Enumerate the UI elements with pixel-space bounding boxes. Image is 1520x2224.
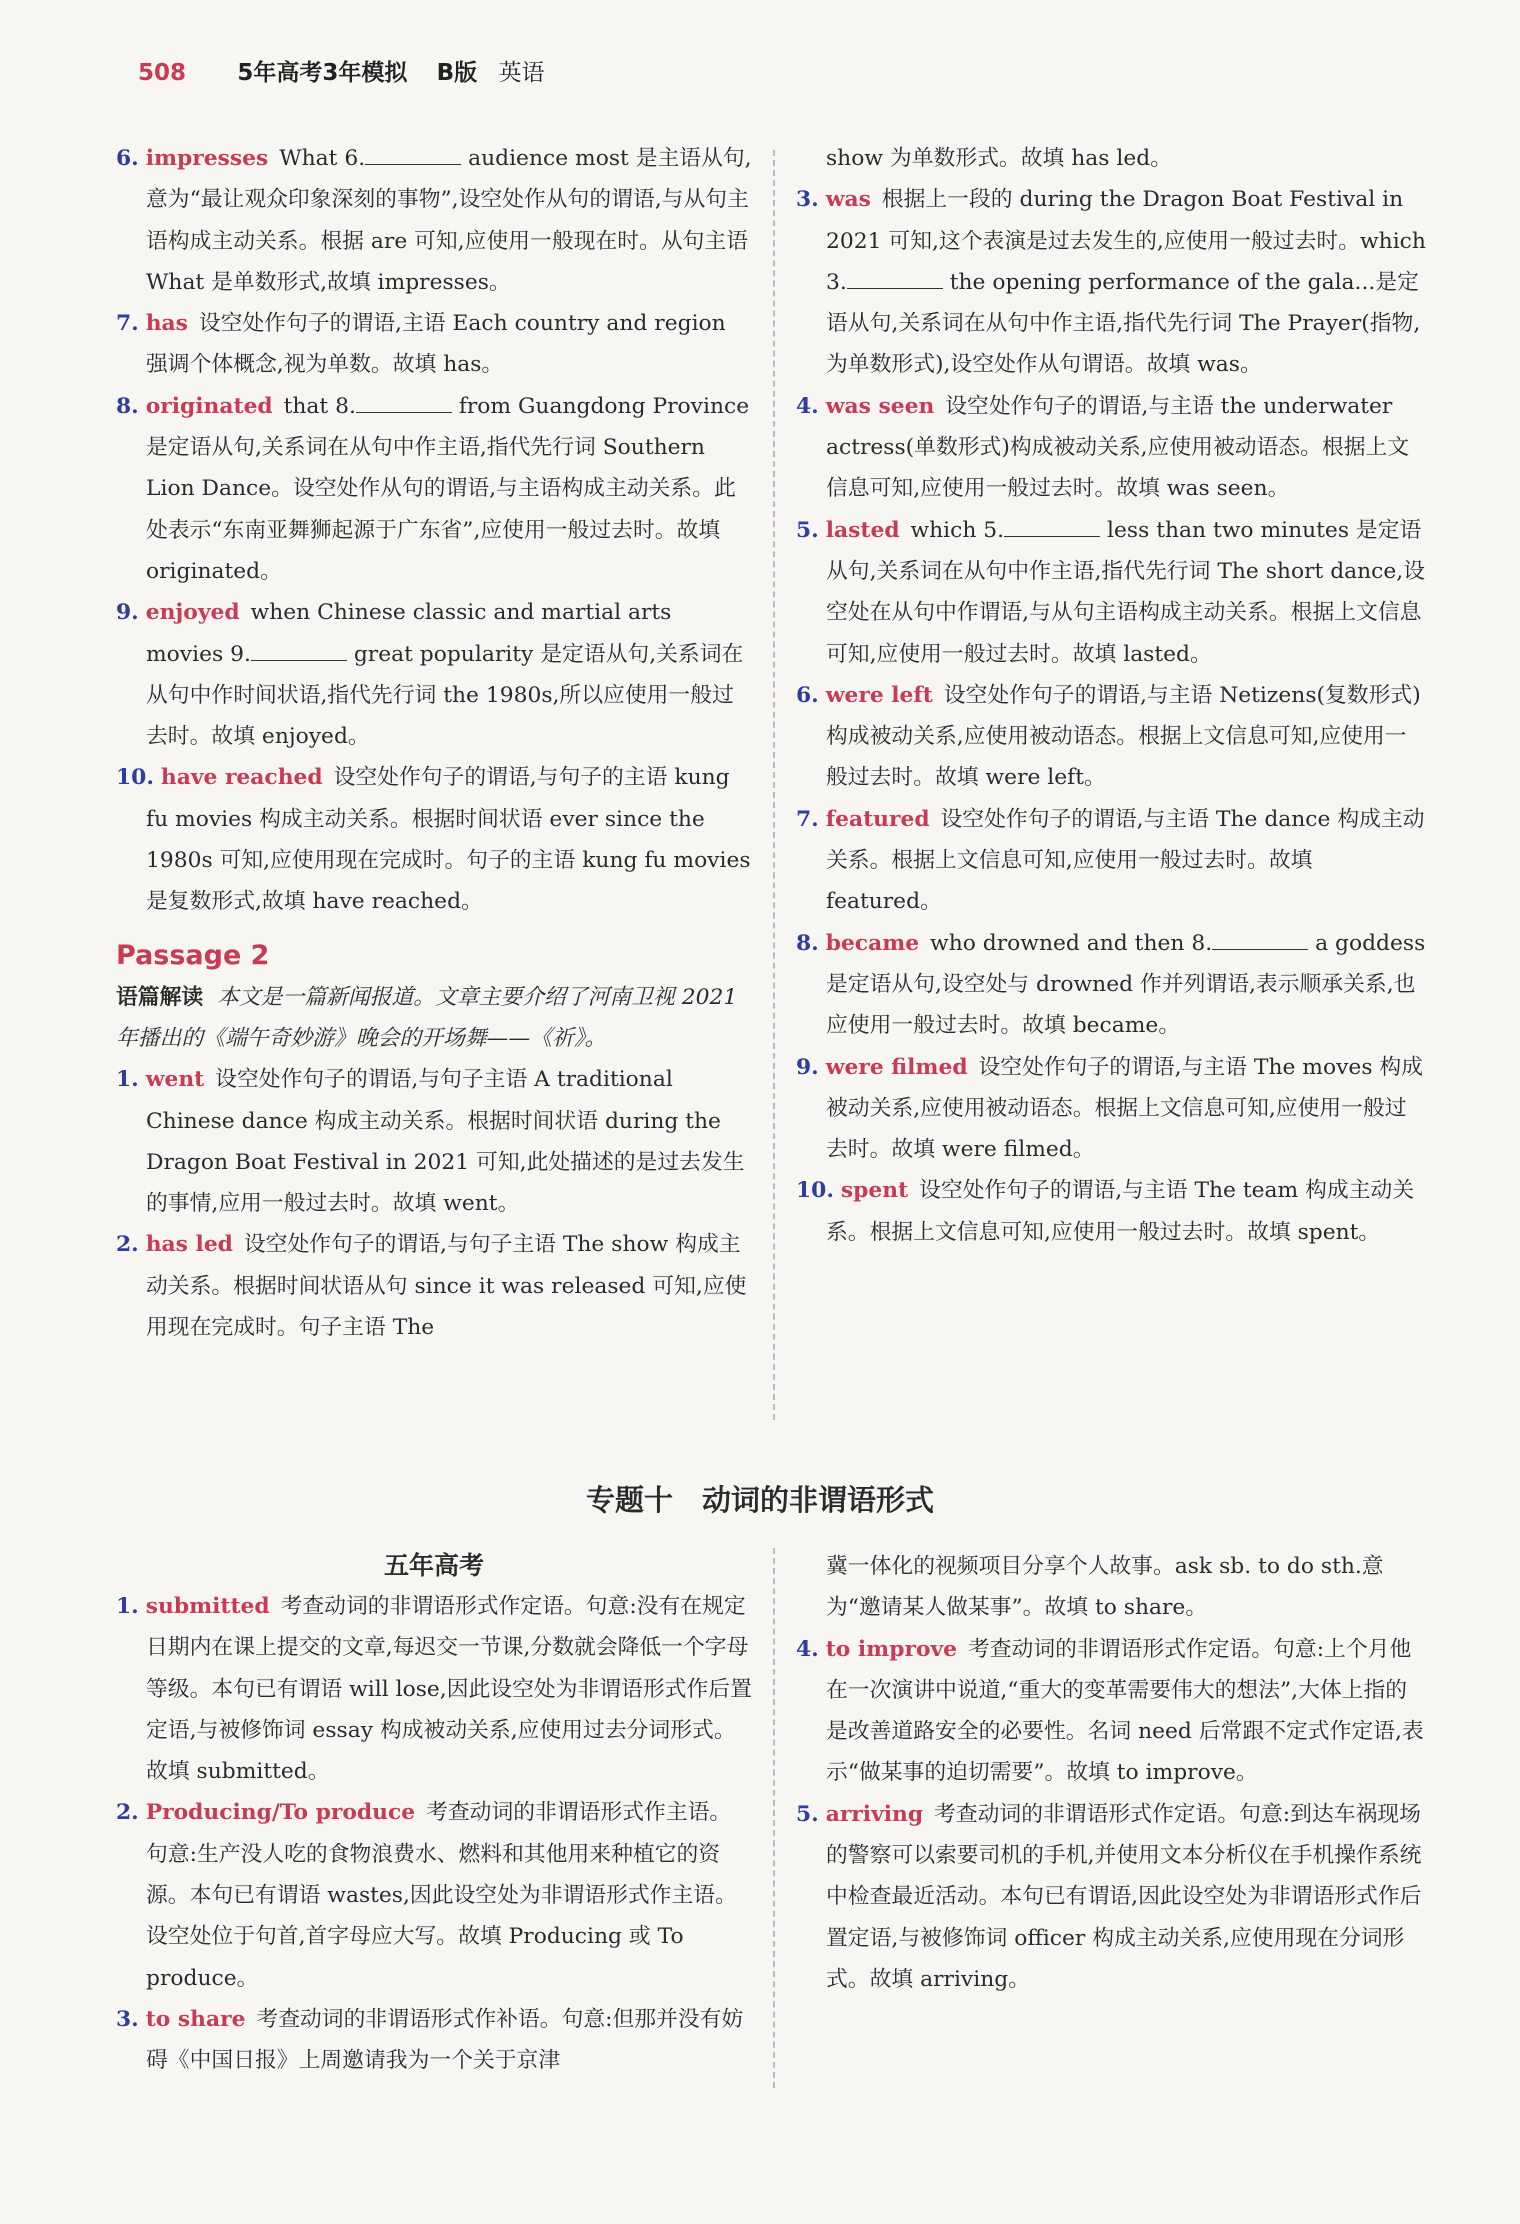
subject-label: 英语 [498,60,545,86]
explanation-text: 设空处作句子的谓语,与主语 The team 构成主动关系。根据上文信息可知,应使用一般过去时。故填 spent。 [826,1178,1415,1245]
section-title: 五年高考 [383,1551,484,1580]
item-number: 8. [796,930,819,956]
passage-heading: Passage 2 [116,939,270,971]
answer-item [116,138,752,303]
blank-line [1212,927,1308,950]
answer-word: went [145,1067,205,1093]
answer-item [116,303,752,386]
item-number: 5. [796,517,819,543]
answer-item [796,179,1428,385]
answer-item [116,1999,752,2082]
page-number: 508 [138,60,187,86]
answer-item [796,510,1428,675]
explanation-text: the opening performance of the gala...是定语从句,关系词在从句中作主语,指代先行词 The Prayer(指物,为单数形式),设空处作从句谓语。故填 was。 [826,269,1421,378]
answer-item [116,1792,752,1998]
answer-word: have reached [160,765,323,791]
right-column-upper [796,138,1428,1253]
answer-word: submitted [145,1594,270,1619]
answer-item [796,799,1428,923]
continued-text: show 为单数形式。故填 has led。 [826,146,1173,171]
explanation-text: 考查动词的非谓语形式作定语。句意:上个月他在一次演讲中说道,“重大的变革需要伟大的想法”,大体上指的是改善道路安全的必要性。名词 need 后常跟不定式作定语,表示“做某事的迫切需要”。故填 to improve。 [826,1636,1424,1786]
explanation-text: 设空处作句子的谓语,与句子主语 The show 构成主动关系。根据时间状语从句 since it was released 可知,应使用现在完成时。句子主语 The [146,1232,747,1341]
page-header [138,54,545,87]
answer-item [116,1586,752,1792]
explanation-text: which 5. [910,517,1005,543]
explanation-text: a goddess 是定语从句,设空处与 drowned 作并列谓语,表示顺承关系,也应使用一般过去时。故填 became。 [826,930,1426,1039]
explanation-text: 考查动词的非谓语形式作补语。句意:但那并没有妨碍《中国日报》上周邀请我为一个关于京津 [146,2006,744,2074]
item-number: 6. [796,682,819,708]
item-number: 4. [796,1636,819,1662]
explanation-text: 设空处作句子的谓语,主语 Each country and region 强调个体概念,视为单数。故填 has。 [146,311,726,378]
answer-word: has led [145,1232,233,1258]
answer-item [796,923,1428,1047]
explanation-text: that 8. [283,393,356,419]
explanation-text: from Guangdong Province 是定语从句,关系词在从句中作主语,指代先行词 Southern Lion Dance。设空处作从句的谓语,与主语构成主动关系。此处表示“东南亚舞狮起源于广东省”,应使用一般过去时。故填 originated。 [146,393,750,584]
answer-item [796,386,1428,510]
answer-item [796,1170,1428,1253]
answer-item [796,1047,1428,1171]
item-number: 2. [116,1800,139,1826]
answer-word: Producing/To produce [145,1800,416,1826]
left-column-lower [116,1546,752,2082]
explanation-text: 设空处作句子的谓语,与句子主语 A traditional Chinese dance 构成主动关系。根据时间状语 during the Dragon Boat Festival in 2021 可知,此处描述的是过去发生的事情,应用一般过去时。故填 went。 [146,1067,745,1217]
item-number: 7. [116,311,139,337]
answer-word: was [825,187,871,213]
topic-title: 专题十 动词的非谓语形式 [585,1483,934,1517]
answer-item [116,592,752,757]
answer-word: lasted [825,517,900,543]
answer-word: arriving [825,1801,924,1827]
answer-word: was seen [825,393,935,419]
answer-item [796,1629,1428,1794]
answer-item [796,675,1428,799]
answer-word: were filmed [825,1054,968,1080]
explanation-text: who drowned and then 8. [930,930,1213,956]
item-number: 5. [796,1801,819,1827]
explanation-text: What 6. [279,146,366,171]
answer-word: has [145,311,188,337]
item-number: 6. [116,146,139,171]
item-number: 3. [116,2006,139,2032]
item-number: 10. [796,1178,834,1204]
explanation-text: 设空处作句子的谓语,与主语 The moves 构成被动关系,应使用被动语态。根据上文信息可知,应使用一般过去时。故填 were filmed。 [826,1054,1424,1163]
right-column-lower [796,1546,1428,2000]
blank-line [356,390,452,413]
item-number: 4. [796,393,819,419]
explanation-text: 考查动词的非谓语形式作定语。句意:没有在规定日期内在课上提交的文章,每迟交一节课,分数就会降低一个字母等级。本句已有谓语 will lose,因此设空处为非谓语形式作后置定语,与被修饰词 essay 构成被动关系,应使用过去分词形式。故填 submitted。 [146,1594,752,1785]
item-number: 8. [116,393,139,419]
explanation-text: less than two minutes 是定语从句,关系词在从句中作主语,指代先行词 The short dance,设空处在从句中作谓语,与从句主语构成主动关系。根据上文信息可知,应使用一般过去时。故填 lasted。 [826,517,1426,667]
blank-line [251,638,347,661]
item-number: 9. [116,600,139,626]
column-divider-top [773,150,775,1420]
answer-item [116,1059,752,1224]
answer-word: spent [840,1178,909,1204]
explanation-text: 根据上一段的 during the Dragon Boat Festival in 2021 可知,这个表演是过去发生的,应使用一般过去时。which 3. [826,187,1426,295]
answer-word: enjoyed [145,600,240,626]
explanation-text: audience most 是主语从句,意为“最让观众印象深刻的事物”,设空处作从句的谓语,与从句主语构成主动关系。根据 are 可知,应使用一般现在时。从句主语 What 是单数形式,故填 impresses。 [146,146,752,295]
answer-item [116,386,752,592]
continued-text-lower: 冀一体化的视频项目分享个人故事。ask sb. to do sth.意为“邀请某人做某事”。故填 to share。 [826,1554,1384,1621]
item-number: 9. [796,1054,819,1080]
explanation-text: 考查动词的非谓语形式作主语。句意:生产没人吃的食物浪费水、燃料和其他用来种植它的资源。本句已有谓语 wastes,因此设空处为非谓语形式作主语。设空处位于句首,首字母应大写。故填 Producing 或 To produce。 [146,1800,737,1991]
edition-label: B版 [436,60,478,86]
answer-item [116,1224,752,1348]
item-number: 7. [796,806,819,832]
blank-line [847,266,943,289]
answer-word: impresses [145,146,269,171]
answer-item [796,1794,1428,2000]
answer-word: were left [825,682,933,708]
explanation-text: when Chinese classic and martial arts movies 9. [146,600,672,667]
answer-word: featured [825,806,930,832]
answer-word: originated [145,393,273,419]
item-number: 3. [796,187,819,213]
explanation-text: 设空处作句子的谓语,与句子的主语 kung fu movies 构成主动关系。根据时间状语 ever since the 1980s 可知,应使用现在完成时。句子的主语 kung fu movies 是复数形式,故填 have reached。 [146,765,751,915]
item-number: 1. [116,1594,139,1619]
explanation-text: 考查动词的非谓语形式作定语。句意:到达车祸现场的警察可以索要司机的手机,并使用文本分析仪在手机操作系统中检查最近活动。本句已有谓语,因此设空处为非谓语形式作后置定语,与被修饰词 officer 构成主动关系,应使用现在分词形式。故填 arriving。 [826,1801,1422,1992]
passage-summary: 语篇解读 本文是一篇新闻报道。文章主要介绍了河南卫视 2021 年播出的《端午奇妙游》晚会的开场舞——《祈》。 [116,984,738,1051]
blank-line [365,142,461,165]
blank-line [1004,514,1100,537]
answer-word: to improve [825,1636,958,1662]
left-column-upper [116,138,752,1348]
explanation-text: 设空处作句子的谓语,与主语 The dance 构成主动关系。根据上文信息可知,应使用一般过去时。故填 featured。 [826,806,1425,915]
answer-word: to share [145,2006,246,2032]
explanation-text: great popularity 是定语从句,关系词在从句中作时间状语,指代先行词 the 1980s,所以应使用一般过去时。故填 enjoyed。 [146,641,744,750]
answer-item [116,757,752,922]
column-divider-bottom [773,1548,775,2088]
answer-word: became [825,930,920,956]
item-number: 1. [116,1067,139,1093]
explanation-text: 设空处作句子的谓语,与主语 Netizens(复数形式)构成被动关系,应使用被动语态。根据上文信息可知,应使用一般过去时。故填 were left。 [826,682,1421,791]
item-number: 2. [116,1232,139,1258]
explanation-text: 设空处作句子的谓语,与主语 the underwater actress(单数形式)构成被动关系,应使用被动语态。根据上文信息可知,应使用一般过去时。故填 was seen。 [826,393,1410,502]
book-title: 5年高考3年模拟 [237,60,408,86]
item-number: 10. [116,765,154,791]
